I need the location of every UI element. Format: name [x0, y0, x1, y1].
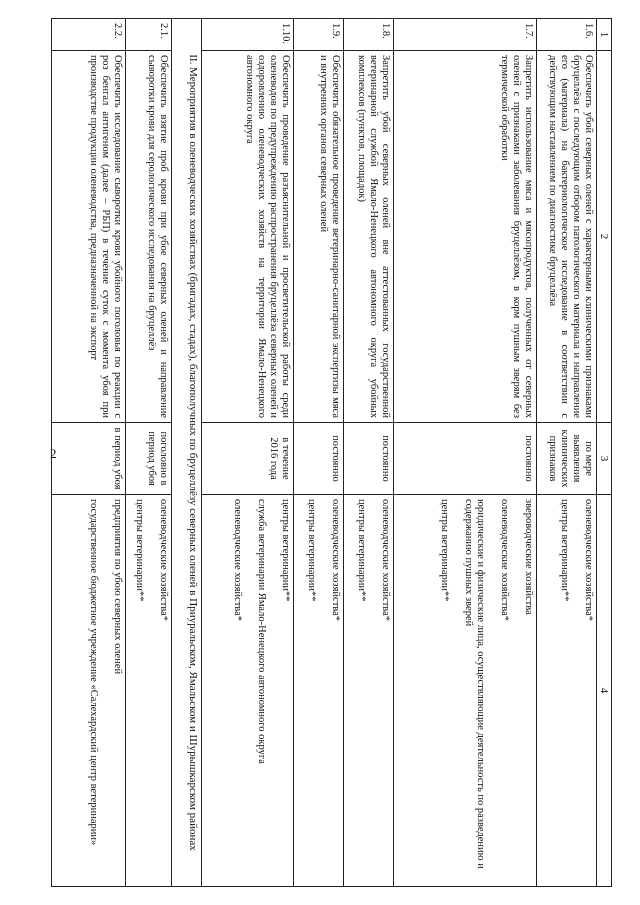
- responsible-cell: [537, 495, 597, 887]
- measure-text: Обеспечить проведение разъяснительной и просветительской работы среди оленеводов по предупреждению распространения бруцеллёза северных оленей и оздоровлению оленеводческих хозяйств на территории Ямало-Ненецкого автономного округа: [202, 51, 294, 423]
- responsible-line: [267, 499, 279, 882]
- responsible-line: оленеводческие хозяйства*: [158, 499, 169, 622]
- responsible-line: [450, 499, 462, 882]
- column-header: 3: [597, 423, 612, 495]
- table-row: [52, 19, 126, 887]
- responsible-line: оленеводческие хозяйства*: [380, 499, 391, 622]
- table-row: [202, 19, 294, 887]
- responsible-cell: [126, 495, 172, 887]
- table-row: [344, 19, 394, 887]
- header-row: [597, 19, 612, 887]
- measure-text: Запретить использование мяса и мясопродуктов, полученных от северных оленей с признаками заболевания бруцеллёзом, в корм пушным зверям без термической обработки: [394, 51, 537, 423]
- responsible-line: центры ветеринарии**: [439, 499, 450, 602]
- term-text: поголовно в период убоя: [126, 423, 172, 495]
- measure-text: Запретить убой северных оленей вне аттестованных государственной ветеринарной службой Ямало-Ненецкого автономного округа убойных комплексов (пунктов, площадок): [344, 51, 394, 423]
- term-text: по мере выявления клинических признаков: [537, 423, 597, 495]
- row-number: 2.2.: [52, 19, 126, 51]
- responsible-line: [570, 499, 582, 882]
- responsible-line: центры ветеринарии**: [559, 499, 570, 602]
- column-header: 2: [597, 51, 612, 423]
- responsible-line: предприятия по убою северных оленей: [112, 499, 123, 675]
- row-number: 1.6.: [537, 19, 597, 51]
- column-header: 4: [597, 495, 612, 887]
- responsible-line: центры ветеринарии**: [134, 499, 145, 602]
- row-number: 2.1.: [126, 19, 172, 51]
- table-row: [126, 19, 172, 887]
- responsible-cell: [394, 495, 537, 887]
- responsible-line: юридические и физические лица, осуществляющие деятельность по разведению и содержанию пушных зверей: [463, 499, 486, 869]
- responsible-line: центры ветеринарии**: [356, 499, 367, 602]
- responsible-line: [145, 499, 157, 882]
- responsible-cell: [344, 495, 394, 887]
- term-text: в течение 2016 года: [202, 423, 294, 495]
- responsible-line: [367, 499, 379, 882]
- section-title: II. Мероприятия в оленеводческих хозяйствах (бригадах, стадах), благополучных по бруцеллёзу северных оленей в Приуральском, Ямальском и Шурышкарском районах: [172, 19, 202, 887]
- responsible-line: звероводческие хозяйства: [523, 499, 534, 615]
- rotated-table-area: [52, 18, 612, 886]
- row-number: 1.7.: [394, 19, 537, 51]
- responsible-line: [99, 499, 111, 882]
- responsible-line: [510, 499, 522, 882]
- term-text: постоянно: [394, 423, 537, 495]
- measure-text: Обеспечить исследование сыворотки крови убойного поголовья по реакции с роз бенгал антигеном (далее – РБП) в течение суток с момента убоя при производстве продукции оленеводства, предназначенной на экспорт: [52, 51, 126, 423]
- row-number: 1.10.: [202, 19, 294, 51]
- responsible-line: центры ветеринарии**: [306, 499, 317, 602]
- responsible-line: служба ветеринарии Ямало-Ненецкого автономного округа: [256, 499, 267, 764]
- table-row: [394, 19, 537, 887]
- responsible-cell: [202, 495, 294, 887]
- row-number: 1.9.: [294, 19, 344, 51]
- responsible-cell: [294, 495, 344, 887]
- table-row: [537, 19, 597, 887]
- responsible-cell: [52, 495, 126, 887]
- measure-text: Обеспечить взятие проб крови при убое северных оленей и направление сыворотки крови для серологического исследования на бруцеллёз: [126, 51, 172, 423]
- measures-table: [51, 18, 612, 887]
- responsible-line: [317, 499, 329, 882]
- responsible-line: государственное бюджетное учреждение «Салехардский центр ветеринарии»: [88, 499, 99, 846]
- page-number: 2: [50, 446, 57, 461]
- responsible-line: оленеводческие хозяйства*: [330, 499, 341, 622]
- responsible-line: оленеводческие хозяйства*: [499, 499, 510, 622]
- responsible-line: центры ветеринарии**: [280, 499, 291, 602]
- measure-text: Обеспечить убой северных оленей с характерными клиническими признаками бруцеллёза с последующим отбором патологического материала и направление его (материала) на бактериологическое исследование в соответствии с действующим наставлением по диагностике бруцеллёза: [537, 51, 597, 423]
- term-text: в период убоя: [52, 423, 126, 495]
- term-text: постоянно: [344, 423, 394, 495]
- responsible-line: оленеводческие хозяйства*: [232, 499, 243, 622]
- term-text: постоянно: [294, 423, 344, 495]
- row-number: 1.8.: [344, 19, 394, 51]
- table-row: [294, 19, 344, 887]
- measure-text: Обеспечить обязательное проведение ветеринарно-санитарной экспертизы мяса и внутренних органов северных оленей: [294, 51, 344, 423]
- section-header-row: [172, 19, 202, 887]
- responsible-line: оленеводческие хозяйства*: [583, 499, 594, 622]
- responsible-line: [243, 499, 255, 882]
- responsible-line: [486, 499, 498, 882]
- column-header: 1: [597, 19, 612, 51]
